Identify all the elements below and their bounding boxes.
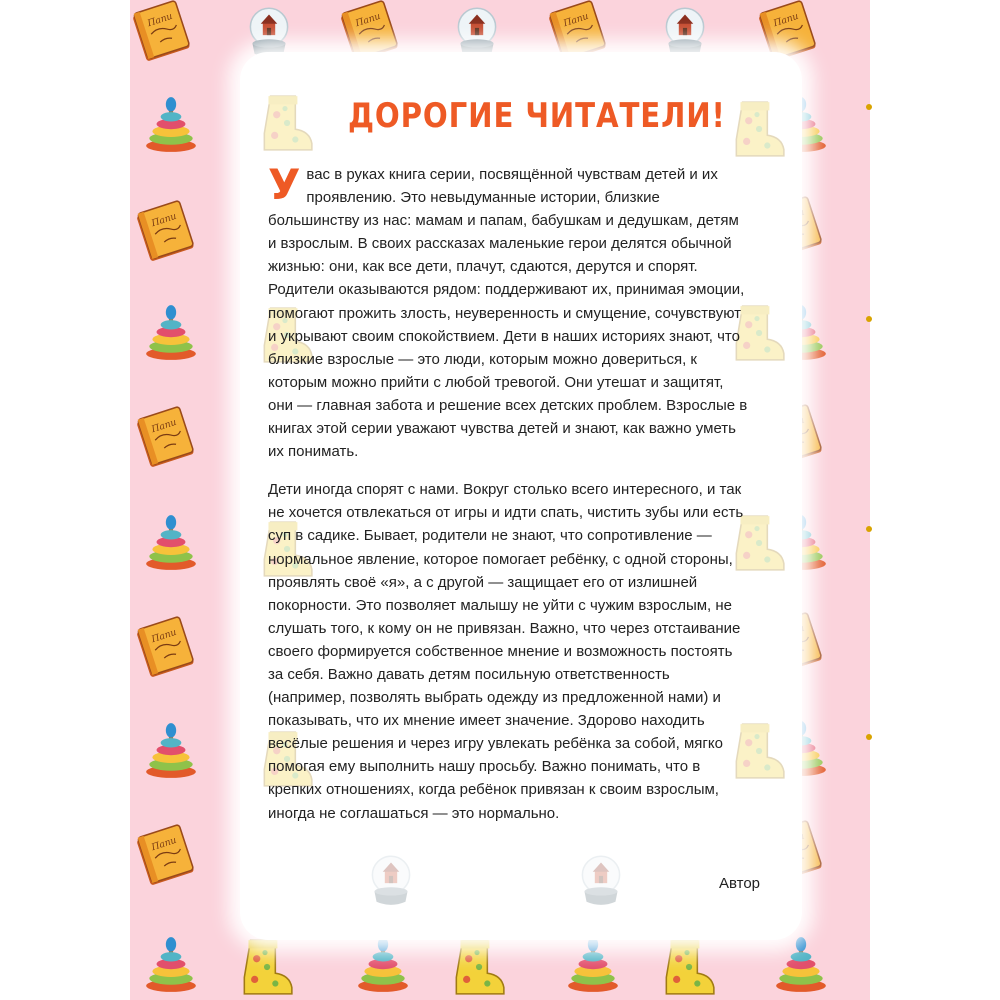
pyramid-toy-icon bbox=[140, 718, 202, 780]
drop-cap: У bbox=[268, 160, 301, 209]
edge-dot bbox=[866, 526, 872, 532]
pyramid-toy-icon bbox=[140, 932, 202, 994]
boot-icon bbox=[234, 936, 296, 998]
snow-globe-icon bbox=[570, 848, 632, 910]
second-paragraph: Дети иногда спорят с нами. Вокруг столько всего интересного, и так не хочется отвлекаться от игры и идти спать, чистить зубы или есть суп в садике. Бывает, родители не знают, что сопротивление — нормальное явление, которое помогает ребёнку, с одной стороны, проявлять своё «я», а с другой — защищает его от излишней покорности. Это позволяет малышу не уйти с чужим взрослым, не слушать того, к кому он не привязан. Важно, что через отстаивание своего формируется собственное мнение и возможность постоять за себя. Важно давать детям посильную ответственность (например, позволять выбрать одежду из предложенной нами) и показывать, что их мнение имеет значение. Здорово находить весёлые решения и через игру увлекать ребёнка за собой, мягко помогая ему выполнить нашу просьбу. Важно понимать, что в крепких отношениях, когда ребёнок привязан к своим взрослым, иногда не соглашаться — это нормально. bbox=[268, 481, 744, 822]
book-icon bbox=[130, 0, 192, 62]
body-text bbox=[268, 160, 748, 825]
pyramid-toy-icon bbox=[140, 300, 202, 362]
pyramid-toy-icon bbox=[140, 92, 202, 154]
pyramid-toy-icon bbox=[140, 510, 202, 572]
snow-globe-icon bbox=[360, 848, 422, 910]
intro-paragraph bbox=[268, 160, 748, 463]
author-signature: Автор bbox=[718, 875, 760, 892]
edge-dot bbox=[866, 104, 872, 110]
boot-icon bbox=[726, 98, 788, 160]
boot-icon bbox=[656, 936, 718, 998]
pyramid-toy-icon bbox=[352, 932, 414, 994]
boot-icon bbox=[446, 936, 508, 998]
book-icon bbox=[134, 616, 196, 678]
intro-paragraph-text: вас в руках книга серии, посвящённой чувствам детей и их проявлению. Это невыдуманные истории, близкие большинству из нас: мамам и папам, бабушкам и дедушкам, детям и взрослым. В своих рассказах маленькие герои делятся обычной жизнью: они, как все дети, плачут, сдаются, дерутся и спорят. Родители оказываются рядом: поддерживают их, принимая эмоции, помогают прожить злость, неуверенность и смущение, сочувствуют и укрывают своим спокойствием. Дети в наших историях знают, что близкие взрослые — это люди, которым можно довериться, к которым можно прийти с любой тревогой. Они утешат и защитят, они — главная забота и решение всех детских проблем. Взрослые в книгах этой серии уважают чувства детей и знают, как важно уметь их понимать. bbox=[268, 166, 748, 461]
pyramid-toy-icon bbox=[562, 932, 624, 994]
boot-icon bbox=[254, 92, 316, 154]
edge-dot bbox=[866, 316, 872, 322]
page-title: ДОРОГИЕ ЧИТАТЕЛИ! bbox=[348, 96, 726, 136]
edge-dot bbox=[866, 734, 872, 740]
book-icon bbox=[134, 200, 196, 262]
book-icon bbox=[134, 824, 196, 886]
book-icon bbox=[134, 406, 196, 468]
pyramid-toy-icon bbox=[770, 932, 832, 994]
